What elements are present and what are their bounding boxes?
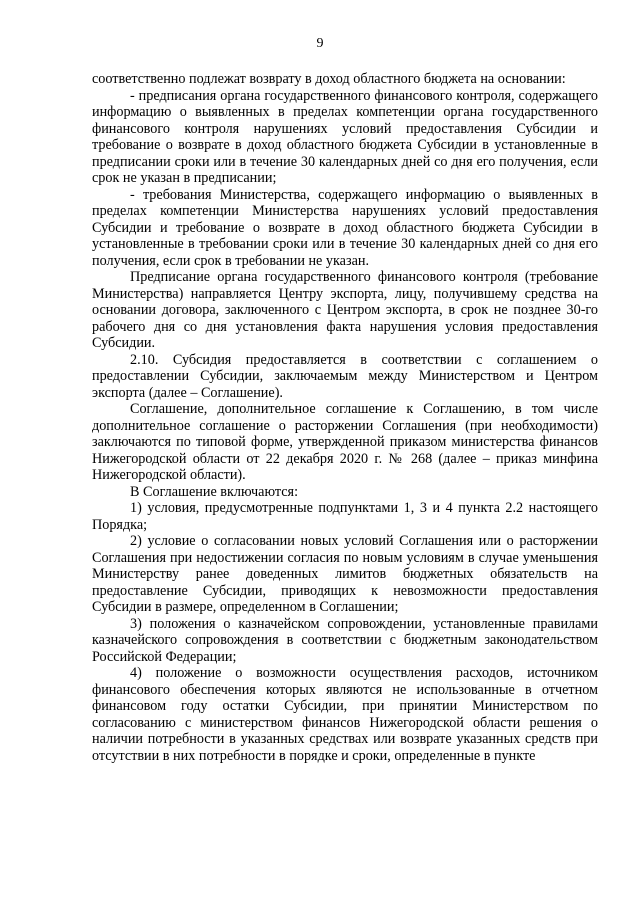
paragraph: 2.10. Субсидия предоставляется в соответствии с соглашением о предоставлении Субсидии, заключаемым между Министерством и Центром экспорта (далее – Соглашение). <box>92 351 598 401</box>
paragraph: - предписания органа государственного финансового контроля, содержащего информацию о выявленных в пределах компетенции органа государственного финансового контроля нарушениях условий предоставления Субсидии и требование о возврате в доход областного бюджета Субсидии в установленные в предписании сроки или в течение 30 календарных дней со дня его получения, если срок не указан в предписании; <box>92 87 598 186</box>
paragraph: 4) положение о возможности осуществления расходов, источником финансового обеспечения которых являются не использованные в отчетном финансовом году остатки Субсидии, при принятии Министерством по согласованию с министерством финансов Нижегородской области решения о наличии потребности в указанных средствах или возврате указанных средств при отсутствии в них потребности в порядке и сроки, определенные в пункте <box>92 665 598 764</box>
paragraph: 3) положения о казначейском сопровождении, установленные правилами казначейского сопровождения в соответствии с бюджетным законодательством Российской Федерации; <box>92 615 598 665</box>
document-body <box>92 71 598 764</box>
paragraph: - требования Министерства, содержащего информацию о выявленных в пределах компетенции Министерства нарушениях условий предоставления Субсидии и требование о возврате в доход областного бюджета Субсидии в установленные в требовании сроки или в течение 30 календарных дней со дня его получения, если срок в требовании не указан. <box>92 186 598 269</box>
paragraph: 1) условия, предусмотренные подпунктами 1, 3 и 4 пункта 2.2 настоящего Порядка; <box>92 500 598 533</box>
paragraph: В Соглашение включаются: <box>130 483 299 500</box>
paragraph: 2) условие о согласовании новых условий Соглашения или о расторжении Соглашения при недостижении согласия по новым условиям в случае уменьшения Министерству ранее доведенных лимитов бюджетных обязательств на предоставление Субсидии, приводящих к невозможности предоставления Субсидии в размере, определенном в Соглашении; <box>92 533 598 615</box>
paragraph: Соглашение, дополнительное соглашение к Соглашению, в том числе дополнительное соглашение о расторжении Соглашения (при необходимости) заключаются по типовой форме, утвержденной приказом министерства финансов Нижегородской области от 22 декабря 2020 г. № 268 (далее – приказ минфина Нижегородской области). <box>92 401 598 483</box>
paragraph: Предписание органа государственного финансового контроля (требование Министерства) направляется Центру экспорта, лицу, получившему средства на основании договора, заключенного с Центром экспорта, в срок не позднее 30-го рабочего дня со дня установления факта нарушения условия предоставления Субсидии. <box>92 269 598 351</box>
paragraph: соответственно подлежат возврату в доход областного бюджета на основании: <box>92 71 566 87</box>
page-number: 9 <box>316 36 324 51</box>
